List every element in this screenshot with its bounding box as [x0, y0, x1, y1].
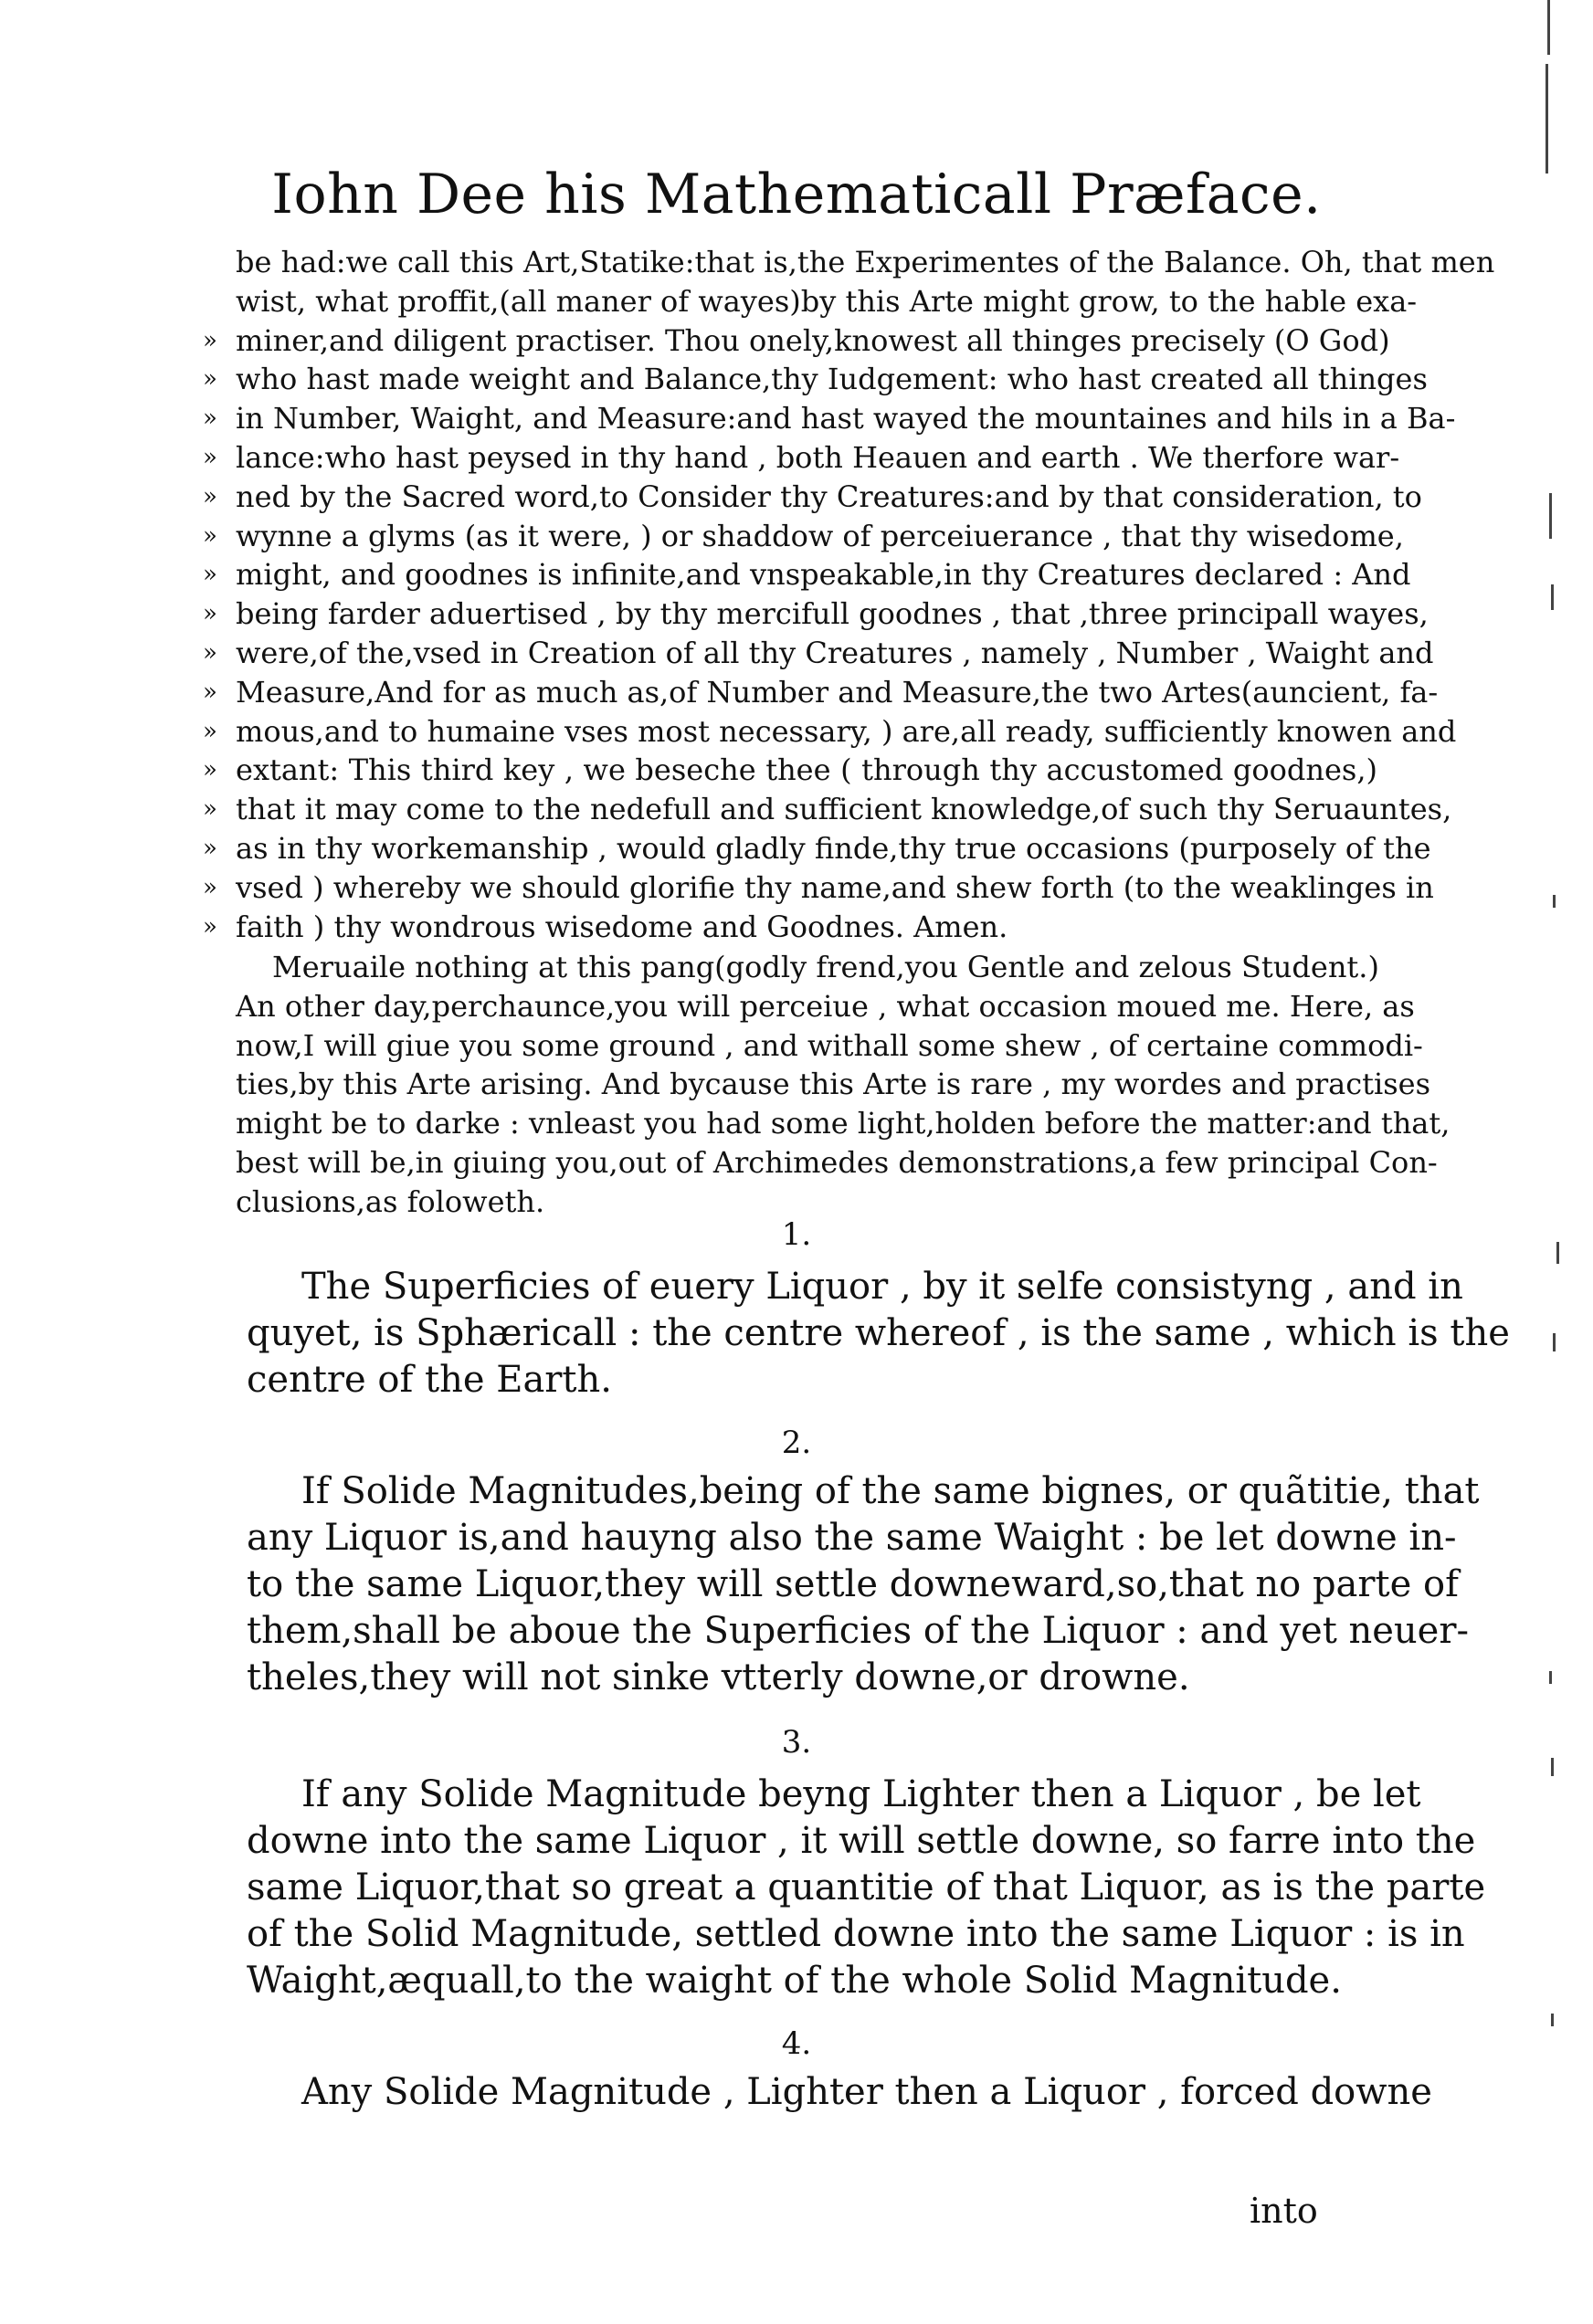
margin-quote-mark: » [203, 521, 217, 550]
margin-quote-mark: » [203, 639, 217, 667]
margin-quote-mark: » [203, 756, 217, 784]
text-line: any Liquor is,and hauyng also the same Waight : be let downe in- [247, 1517, 1457, 1559]
text-line: clusions,as foloweth. [236, 1183, 545, 1219]
text-line: them,shall be aboue the Superficies of the Liquor : and yet neuer- [247, 1610, 1469, 1652]
margin-quote-mark: » [203, 405, 217, 433]
proposition-3 [247, 1772, 1486, 2004]
text-line: The Superficies of euery Liquor , by it selfe consistyng , and in [301, 1266, 1463, 1308]
text-line: might, and goodnes is infinite,and vnspeakable,in thy Creatures declared : And [236, 557, 1411, 593]
margin-quote-mark: » [203, 482, 217, 510]
text-line: Any Solide Magnitude , Lighter then a Liquor , forced downe [301, 2071, 1432, 2113]
text-line: If Solide Magnitudes,being of the same bignes, or quãtitie, that [301, 1470, 1480, 1512]
margin-quote-mark: » [203, 365, 217, 394]
text-line: Meruaile nothing at this pang(godly frend,you Gentle and zelous Student.) [272, 950, 1379, 984]
text-line: extant: This third key , we beseche thee ( through thy accustomed goodnes,) [236, 752, 1377, 788]
margin-quote-mark: » [203, 326, 217, 354]
text-line: ties,by this Arte arising. And bycause this Arte is rare , my wordes and practises [236, 1067, 1430, 1102]
page-edge-marks [1544, 0, 1580, 2324]
address-paragraph [236, 948, 1451, 1222]
text-line: faith ) thy wondrous wisedome and Goodnes. Amen. [236, 909, 1008, 944]
margin-quote-mark: » [203, 678, 217, 706]
text-line: as in thy workemanship , would gladly finde,thy true occasions (purposely of the [236, 830, 1431, 866]
catchword: into [1250, 2191, 1318, 2231]
margin-quote-mark: » [203, 717, 217, 745]
text-line: wynne a glyms (as it were, ) or shaddow of perceiuerance , that thy wisedome, [236, 518, 1404, 553]
text-line: An other day,perchaunce,you will perceiue , what occasion moued me. Here, as [236, 988, 1415, 1024]
margin-quote-mark: » [203, 561, 217, 589]
text-line: same Liquor,that so great a quantitie of that Liquor, as is the parte [247, 1867, 1486, 1909]
proposition-number: 3. [781, 1724, 812, 1761]
text-line: Waight,æquall,to the waight of the whole Solid Magnitude. [247, 1960, 1342, 2002]
text-line: vsed ) whereby we should glorifie thy name,and shew forth (to the weaklinges in [236, 869, 1434, 905]
margin-quote-mark: » [203, 835, 217, 862]
proposition-number: 1. [781, 1216, 812, 1253]
text-line: to the same Liquor,they will settle downeward,so,that no parte of [247, 1563, 1459, 1605]
text-line: mous,and to humaine vses most necessary, ) are,all ready, sufficiently knowen and [236, 713, 1457, 749]
text-line: might be to darke : vnleast you had some light,holden before the matter:and that, [236, 1106, 1451, 1141]
text-line: Measure,And for as much as,of Number and Measure,the two Artes(auncient, fa- [236, 674, 1439, 710]
margin-quote-mark: » [203, 912, 217, 941]
text-line: centre of the Earth. [247, 1359, 612, 1401]
margin-quote-mark: » [203, 873, 217, 901]
text-line: lance:who hast peysed in thy hand , both Heauen and earth . We therfore war- [236, 439, 1400, 475]
text-line: wist, what proffit,(all maner of wayes)by this Arte might grow, to the hable exa- [236, 283, 1418, 319]
margin-quote-mark: » [203, 795, 217, 824]
proposition-number: 4. [781, 2025, 812, 2062]
text-line: ned by the Sacred word,to Consider thy Creatures:and by that consideration, to [236, 478, 1422, 514]
text-line: miner,and diligent practiser. Thou onely,knowest all thinges precisely (O God) [236, 322, 1390, 358]
opening-passage [236, 243, 1495, 946]
margin-quote-mark: » [203, 444, 217, 471]
text-line: downe into the same Liquor , it will settle downe, so farre into the [247, 1820, 1476, 1862]
proposition-4 [247, 2069, 1432, 2116]
text-line: in Number, Waight, and Measure:and hast wayed the mountaines and hils in a Ba- [236, 401, 1456, 436]
text-line: theles,they will not sinke vtterly downe,or drowne. [247, 1656, 1190, 1698]
proposition-2 [247, 1468, 1480, 1701]
text-line: best will be,in giuing you,out of Archimedes demonstrations,a few principal Con- [236, 1144, 1438, 1180]
margin-quote-mark: » [203, 600, 217, 628]
text-line: If any Solide Magnitude beyng Lighter then a Liquor , be let [301, 1773, 1421, 1815]
text-line: be had:we call this Art,Statike:that is,the Experimentes of the Balance. Oh, that men [236, 245, 1495, 279]
text-line: of the Solid Magnitude, settled downe into the same Liquor : is in [247, 1913, 1465, 1955]
proposition-number: 2. [781, 1425, 812, 1461]
text-line: now,I will giue you some ground , and withall some shew , of certaine commodi- [236, 1027, 1423, 1063]
text-line: who hast made weight and Balance,thy Iudgement: who hast created all thinges [236, 362, 1428, 397]
text-line: that it may come to the nedefull and sufficient knowledge,of such thy Seruauntes, [236, 792, 1452, 827]
text-line: were,of the,vsed in Creation of all thy Creatures , namely , Number , Waight and [236, 635, 1434, 670]
text-line: being farder aduertised , by thy mercifull goodnes , that ,three principall wayes, [236, 596, 1429, 632]
proposition-1 [247, 1264, 1510, 1404]
text-line: quyet, is Sphæricall : the centre whereof , is the same , which is the [247, 1312, 1510, 1354]
running-head: Iohn Dee his Mathematicall Præface. [271, 163, 1322, 226]
